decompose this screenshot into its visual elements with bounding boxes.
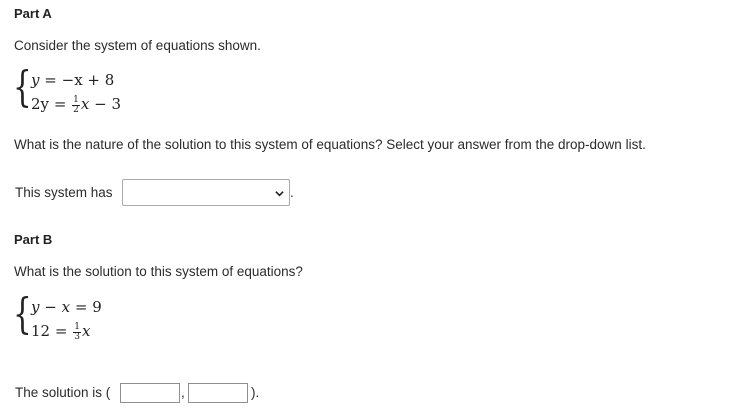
answer-label: The solution is ( [15,385,111,400]
system-brace: { [13,62,32,111]
part-b-equation-2: 12 = $\frac{1}{3}$ x [31,321,91,342]
part-a-heading: Part A [14,6,52,21]
part-a-equation-1: y = −x + 8 [31,71,115,89]
dropdown-prompt-label: This system has [15,185,113,200]
part-a-intro: Consider the system of equations shown. [14,38,261,53]
part-b-equation-1: y − x = 9 [31,298,102,316]
x-answer-field[interactable] [120,383,180,403]
fraction: $\frac{1}{3}$ [74,321,80,342]
system-brace: { [13,289,32,338]
answer-comma: , [181,385,185,400]
part-b-heading: Part B [14,232,53,247]
part-a-equation-2: 2y = $\frac{1}{2}$ x − 3 [31,94,122,115]
part-b-question: What is the solution to this system of equations? [14,264,303,279]
dropdown-period: . [290,185,294,200]
chevron-down-icon [275,189,284,198]
y-answer-field[interactable] [188,383,248,403]
answer-close-paren: ). [251,385,260,400]
fraction: $\frac{1}{2}$ [73,94,79,115]
solution-nature-dropdown[interactable] [122,179,290,206]
part-a-question: What is the nature of the solution to this system of equations? Select your answer from the drop-down list. [14,137,646,152]
